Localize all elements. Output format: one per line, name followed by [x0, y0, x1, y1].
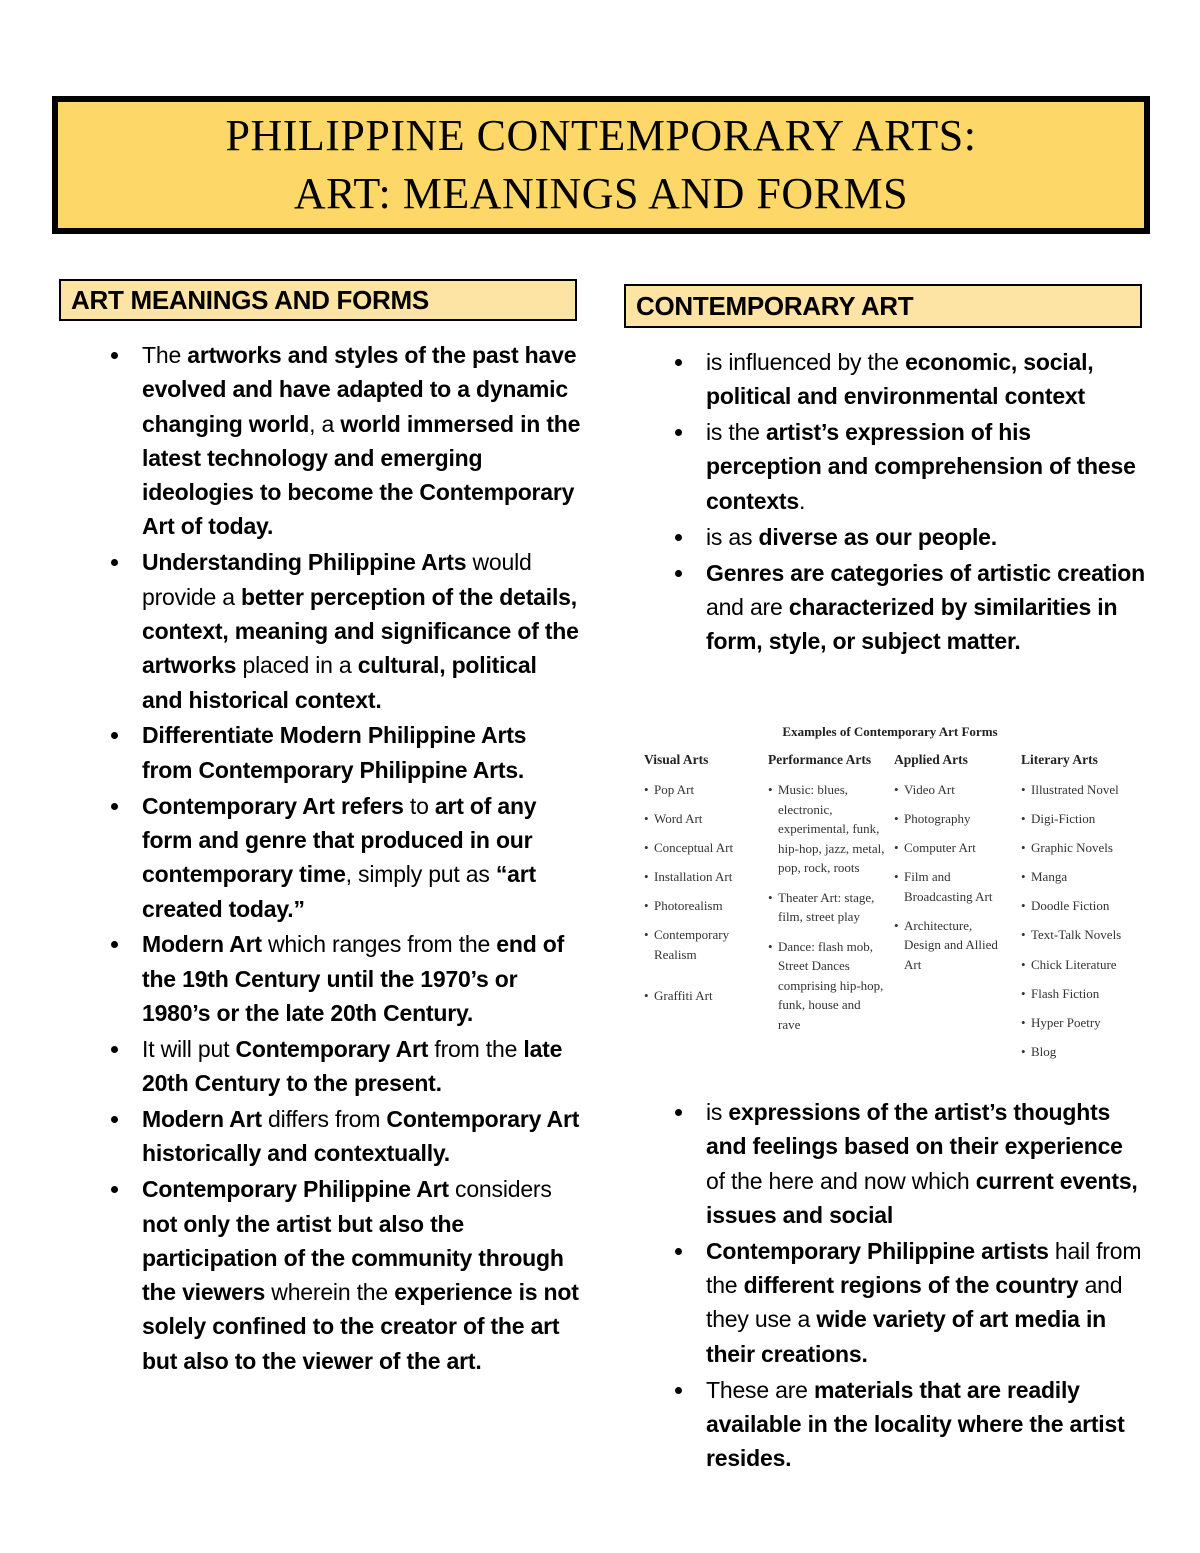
forms-item: • Music: blues, electronic, experimental, funk, hip-hop, jazz, metal, pop, rock, roots: [768, 780, 886, 878]
bold-text: economic, social, political and environmental context: [706, 349, 1094, 410]
bold-text: artworks and styles of the past have evolved and have adapted to a dynamic changing world: [142, 342, 577, 437]
text: .: [798, 487, 806, 514]
forms-column-heading: Literary Arts: [1021, 752, 1098, 767]
forms-item: • Hyper Poetry: [1021, 1013, 1139, 1033]
bullet-item: [706, 1234, 1146, 1371]
contemporary-art-forms-table: [640, 722, 1140, 1062]
bullet-item: [706, 520, 1146, 554]
contemporary-art-list-continued: [706, 1095, 1146, 1477]
bullet-item: [706, 345, 1146, 414]
bullet-item: [142, 1032, 582, 1101]
section-heading-contemporary-art: CONTEMPORARY ART: [624, 284, 1142, 328]
bullet-item: [142, 1102, 582, 1171]
bold-text: world immersed in the latest technology and emerging ideologies to become the Contemporary Art of today.: [142, 410, 581, 540]
bullet-item: [142, 718, 582, 787]
text: considers: [448, 1176, 552, 1203]
bold-text: end of the 19th Century until the 1970’s or 1980’s or the late 20th Century.: [142, 931, 565, 1027]
bullet-item: [142, 545, 582, 716]
bold-text: Understanding Philippine Arts: [142, 549, 467, 576]
section-heading-art-meanings: ART MEANINGS AND FORMS: [59, 279, 577, 321]
bold-text: Modern Art: [142, 1106, 262, 1133]
forms-item: • Video Art: [894, 780, 1010, 800]
text: is as: [706, 523, 759, 550]
bold-text: not only the artist but also the participation of the community through the viewers: [142, 1210, 564, 1306]
contemporary-art-list: [706, 345, 1146, 660]
forms-item: • Contemporary Realism: [644, 925, 754, 964]
text: , simply put as: [345, 861, 496, 888]
bold-text: different regions of the country: [743, 1272, 1079, 1299]
text: from the: [428, 1035, 524, 1062]
bold-text: late 20th Century to the present.: [142, 1035, 563, 1097]
art-meanings-list: [142, 338, 582, 1380]
text: of the here and now which: [706, 1167, 976, 1194]
forms-column-heading: Visual Arts: [644, 752, 709, 767]
bullet-item: [142, 789, 582, 926]
text: is the: [706, 419, 766, 446]
bold-text: Modern Art: [142, 931, 262, 958]
bold-text: experience is not solely confined to the creator of the art but also to the viewer of the art.: [142, 1279, 579, 1374]
bullet-item: [706, 1095, 1146, 1232]
bullet-item: [706, 556, 1146, 659]
forms-item: • Computer Art: [894, 838, 1010, 858]
forms-item: • Architecture, Design and Allied Art: [894, 916, 1010, 975]
text: to: [403, 792, 435, 819]
forms-item: • Illustrated Novel: [1021, 780, 1139, 800]
forms-item: • Theater Art: stage, film, street play: [768, 888, 886, 927]
bullet-item: [142, 338, 582, 544]
bold-text: Contemporary Philippine Art: [142, 1176, 449, 1203]
forms-item: • Photography: [894, 809, 1010, 829]
bold-text: art of any form and genre that produced in our contemporary time: [142, 792, 537, 888]
forms-item: • Graphic Novels: [1021, 838, 1139, 858]
bold-text: Contemporary Art refers: [142, 792, 404, 819]
bullet-item: [706, 1373, 1146, 1476]
forms-item: • Installation Art: [644, 867, 754, 887]
forms-item: • Text-Talk Novels: [1021, 925, 1139, 945]
bold-text: Contemporary Art: [235, 1035, 429, 1062]
bold-text: wide variety of art media in their creations.: [706, 1306, 1106, 1367]
forms-column-heading: Performance Arts: [768, 752, 872, 767]
text: , a: [309, 410, 341, 437]
bold-text: “art created today.”: [142, 861, 536, 922]
bold-text: Contemporary Art historically and contextually.: [142, 1106, 580, 1167]
forms-item: • Chick Literature: [1021, 955, 1139, 975]
text: hail from the: [706, 1237, 1142, 1299]
bold-text: diverse as our people.: [758, 523, 997, 550]
forms-column-heading: Applied Arts: [894, 752, 968, 767]
bullet-item: [142, 927, 582, 1030]
text: and are: [706, 593, 789, 620]
bullet-item: [142, 1172, 582, 1378]
title-banner: [52, 96, 1150, 234]
forms-item: • Film and Broadcasting Art: [894, 867, 1010, 906]
forms-column-literary: [1021, 752, 1139, 1071]
forms-item: • Conceptual Art: [644, 838, 754, 858]
forms-column-visual: [644, 752, 754, 1016]
text: It will put: [142, 1035, 236, 1062]
text: placed in a: [236, 652, 358, 679]
title-line-1: PHILIPPINE CONTEMPORARY ARTS:: [225, 111, 977, 160]
forms-item: • Blog: [1021, 1042, 1139, 1062]
bold-text: expressions of the artist’s thoughts and feelings based on their experience: [706, 1099, 1123, 1160]
forms-item: • Dance: flash mob, Street Dances comprising hip-hop, funk, house and rave: [768, 937, 886, 1035]
text: wherein the: [265, 1279, 395, 1306]
text: These are: [706, 1376, 814, 1403]
text: which ranges from the: [261, 931, 497, 958]
bold-text: better perception of the details, context, meaning and significance of the artworks: [142, 583, 579, 679]
forms-item: • Flash Fiction: [1021, 984, 1139, 1004]
forms-item: • Digi-Fiction: [1021, 809, 1139, 829]
bold-text: characterized by similarities in form, style, or subject matter.: [706, 593, 1118, 655]
forms-item: • Graffiti Art: [644, 986, 754, 1006]
bold-text: Contemporary Philippine artists: [706, 1237, 1049, 1264]
forms-item: • Manga: [1021, 867, 1139, 887]
bold-text: Genres are categories of artistic creation: [706, 559, 1146, 586]
forms-column-applied: [894, 752, 1010, 984]
forms-column-performance: [768, 752, 886, 1044]
text: The: [142, 342, 188, 368]
forms-item: • Photorealism: [644, 896, 754, 916]
text: would provide a: [142, 549, 532, 610]
bold-text: artist’s expression of his perception and comprehension of these contexts: [706, 419, 1136, 514]
text: is influenced by the: [706, 349, 906, 375]
bold-text: Differentiate Modern Philippine Arts from Contemporary Philippine Arts.: [142, 722, 527, 783]
forms-item: • Pop Art: [644, 780, 754, 800]
forms-item: • Doodle Fiction: [1021, 896, 1139, 916]
text: differs from: [261, 1106, 387, 1133]
title-line-2: ART: MEANINGS AND FORMS: [293, 169, 909, 218]
bold-text: materials that are readily available in the locality where the artist resides.: [706, 1376, 1125, 1472]
text: and they use a: [706, 1272, 1123, 1333]
forms-item: • Word Art: [644, 809, 754, 829]
bold-text: cultural, political and historical context.: [142, 652, 537, 713]
forms-table-title: Examples of Contemporary Art Forms: [782, 724, 998, 739]
bullet-item: [706, 415, 1146, 518]
text: is: [706, 1099, 729, 1125]
bold-text: current events, issues and social: [706, 1167, 1138, 1228]
